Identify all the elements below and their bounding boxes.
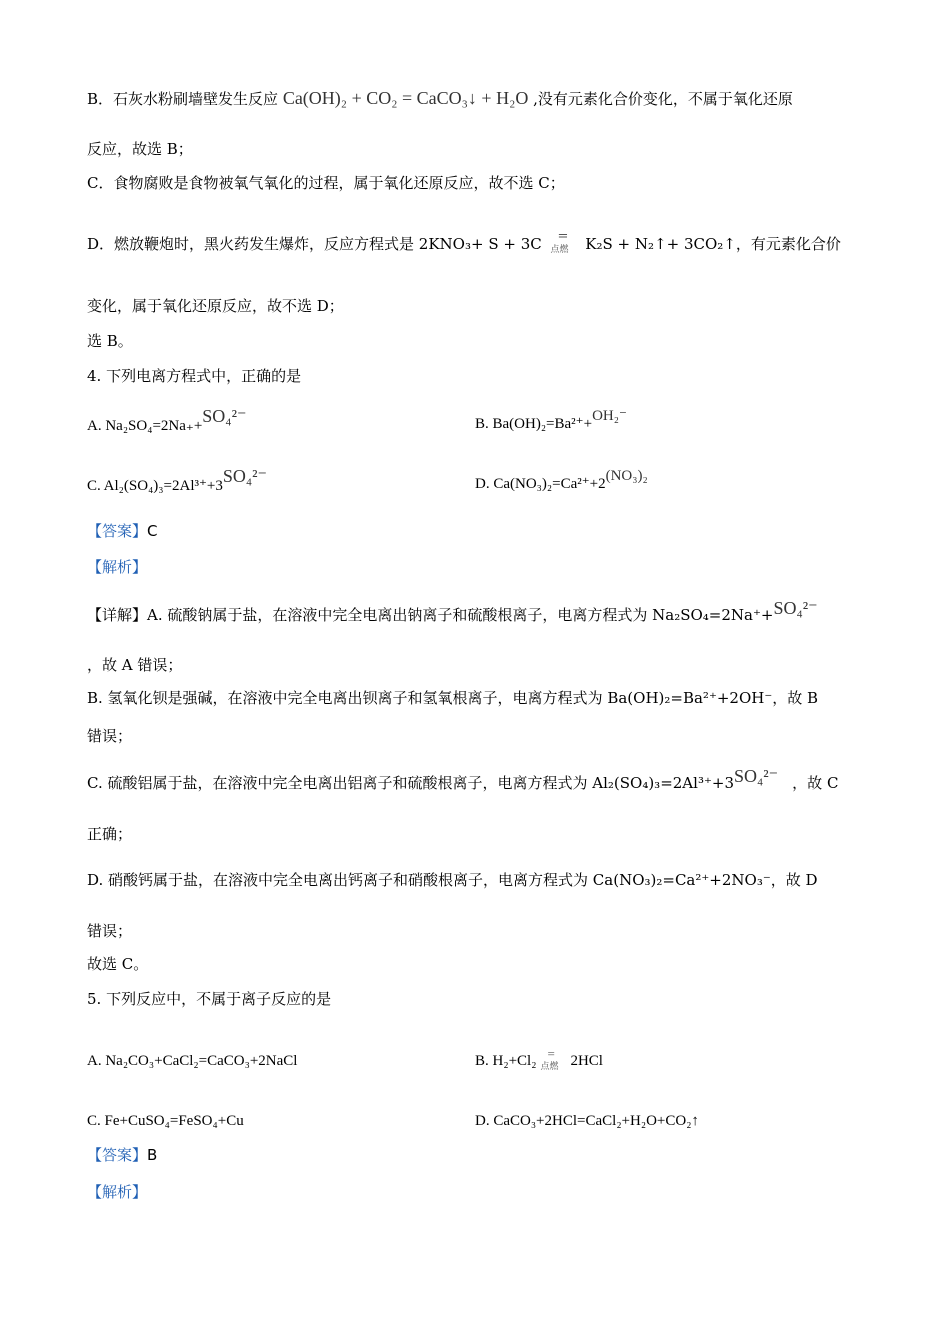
- q5-ignition-label: 点燃: [540, 1061, 559, 1072]
- explain-b-prefix: B．石灰水粉刷墙壁发生反应: [87, 90, 279, 108]
- q4-detail-d: D. 硝酸钙属于盐，在溶液中完全电离出钙离子和硝酸根离子，电离方程式为 Ca(NO₃)₂=Ca²⁺+2NO₃⁻，故 D: [87, 871, 818, 889]
- q4-option-a: [87, 406, 247, 436]
- q4-detail-b: B. 氢氧化钡是强碱，在溶液中完全电离出钡离子和氢氧根离子，电离方程式为 Ba(OH)₂=Ba²⁺+2OH⁻，故 B: [87, 689, 819, 707]
- explain-b-suffix: ,没有元素化合价变化，不属于氧化还原: [533, 90, 793, 108]
- explain-d-continued: 变化，属于氧化还原反应，故不选 D；: [87, 297, 344, 315]
- q5-option-d: D. CaCO₃+2HCl=CaCl₂+H₂O+CO₂↑: [475, 1113, 699, 1129]
- q4-option-a-ion: SO₄²⁻: [202, 406, 247, 426]
- q4-detail-c: [87, 766, 839, 793]
- q4-option-d: [475, 468, 648, 494]
- q4-option-b: [475, 408, 627, 434]
- q5-option-a: A. Na₂CO₃+CaCl₂=CaCO₃+2NaCl: [87, 1053, 298, 1069]
- q4-detail-c-text: C. 硫酸铝属于盐，在溶液中完全电离出铝离子和硫酸根离子，电离方程式为 Al₂(SO₄)₃=2Al³⁺+3: [87, 774, 734, 792]
- q4-detail-a-text: 【详解】A. 硫酸钠属于盐，在溶液中完全电离出钠离子和硫酸根离子，电离方程式为 Na₂SO₄=2Na⁺+: [87, 606, 774, 624]
- explain-b-equation: Ca(OH)₂ + CO₂ = CaCO₃↓ + H₂O: [282, 88, 529, 108]
- q4-option-c: [87, 466, 268, 496]
- q4-answer-value: C: [147, 522, 158, 540]
- q4-option-d-text: D. Ca(NO₃)₂=Ca²⁺+2: [475, 476, 606, 492]
- q5-option-b-post: 2HCl: [570, 1053, 603, 1069]
- explain-c-line: C．食物腐败是食物被氧气氧化的过程，属于氧化还原反应，故不选 C；: [87, 174, 565, 192]
- q4-conclusion: 故选 C。: [87, 955, 149, 973]
- q4-detail-c-tail: ，故 C: [792, 774, 839, 792]
- select-b-line: 选 B。: [87, 332, 133, 350]
- q4-answer-label: 【答案】: [87, 522, 148, 540]
- q4-option-b-text: B. Ba(OH)₂=Ba²⁺+: [475, 416, 593, 432]
- q4-option-a-text: A. Na₂SO₄=2Na₊+: [87, 418, 203, 434]
- q5-answer-value: B: [147, 1146, 158, 1164]
- q4-detail-b-end: 错误；: [87, 727, 133, 745]
- q5-option-b: [475, 1045, 603, 1072]
- q4-option-b-ion: OH₂⁻: [592, 408, 627, 424]
- explain-d-prefix: D．燃放鞭炮时，黑火药发生爆炸，反应方程式是 2KNO₃+ S + 3C: [87, 235, 542, 253]
- q5-stem: 5. 下列反应中，不属于离子反应的是: [87, 990, 332, 1008]
- explain-d-line: [87, 229, 841, 255]
- q4-detail-a: [87, 598, 818, 625]
- q4-detail-d-end: 错误；: [87, 922, 133, 940]
- explain-b-continued: 反应，故选 B；: [87, 140, 193, 158]
- q4-detail-a-ion: SO₄²⁻: [773, 598, 818, 618]
- q4-option-c-text: C. Al₂(SO₄)₃=2Al³⁺+3: [87, 478, 223, 494]
- q4-option-d-ion: (NO₃)₂: [605, 468, 648, 484]
- q4-detail-c-end: 正确；: [87, 825, 133, 843]
- q4-detail-a-end: ，故 A 错误；: [87, 656, 183, 674]
- q5-analysis-label: 【解析】: [87, 1183, 148, 1201]
- q4-option-c-ion: SO₄²⁻: [222, 466, 268, 486]
- q4-answer: [87, 521, 158, 541]
- q4-detail-c-ion: SO₄²⁻: [733, 766, 779, 786]
- q4-stem: 4. 下列电离方程式中，正确的是: [87, 367, 302, 385]
- q4-analysis-label: 【解析】: [87, 558, 148, 576]
- q5-option-b-pre: B. H₂+Cl₂: [475, 1053, 537, 1069]
- explain-d-suffix: K₂S + N₂↑+ 3CO₂↑，有元素化合价: [585, 235, 841, 253]
- q5-ignition-condition: = 点燃: [536, 1052, 570, 1072]
- ignition-label: 点燃: [550, 245, 569, 255]
- q5-answer-label: 【答案】: [87, 1146, 148, 1164]
- q5-answer: [87, 1145, 157, 1165]
- ignition-condition: = 点燃: [547, 235, 581, 255]
- q5-option-c: C. Fe+CuSO₄=FeSO₄+Cu: [87, 1113, 244, 1129]
- explain-b-line: [87, 88, 793, 109]
